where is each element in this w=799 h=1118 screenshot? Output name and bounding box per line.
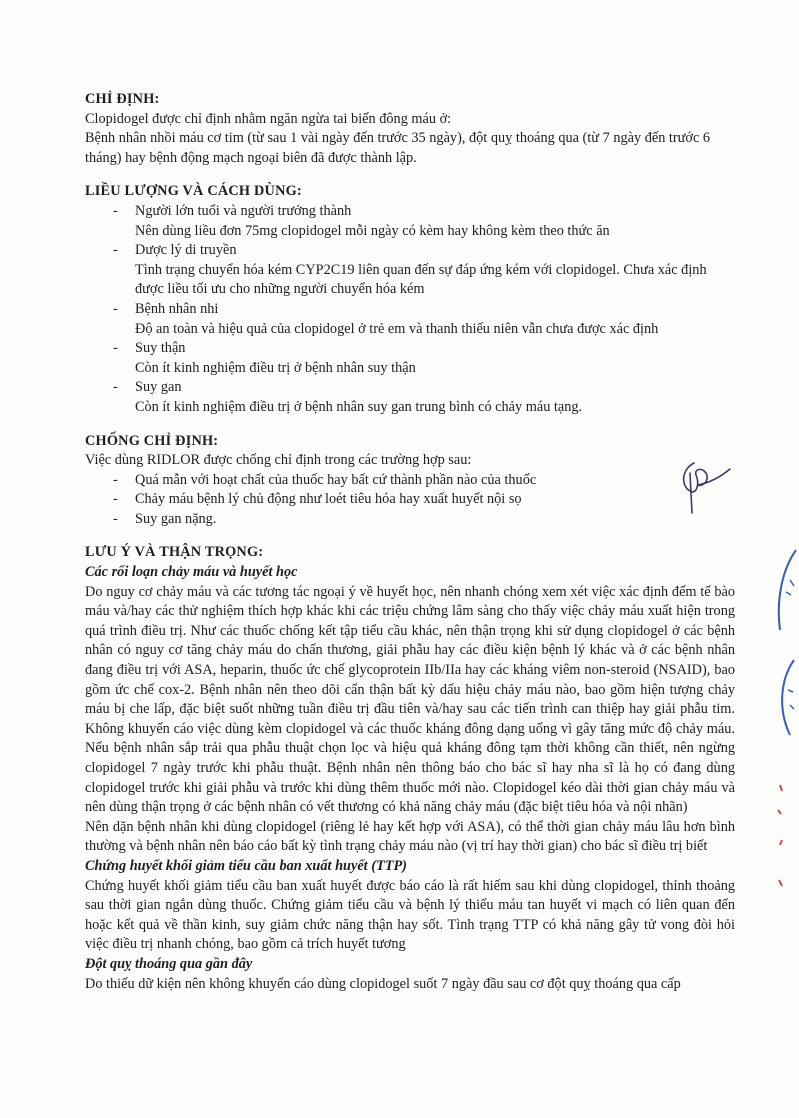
paragraph-bleeding: Do nguy cơ chảy máu và các tương tác ngoại ý về huyết học, nên nhanh chóng xem xét việc xác định đếm tế bào máu và/hay các thử nghiệm thích hợp khác khi các triệu chứng lâm sàng cho thấy việc chảy máu xuất hiện trong quá trình điều trị. Như các thuốc chống kết tập tiểu cầu khác, nên thận trọng khi sử dụng clopidogel ở các bệnh nhân có nguy cơ tăng chảy máu do chấn thương, giải phẫu hay các điều kiện bệnh lý khác và ở các bệnh nhân đang điều trị với ASA, heparin, thuốc ức chế glycoprotein IIb/IIa hay các kháng viêm non-steroid (NSAID), bao gồm ức chế cox-2. Bệnh nhân nên theo dõi cẩn thận bất kỳ dấu hiệu chảy máu nào, bao gồm hiện tượng chảy máu bị che lấp, đặc biệt suốt những tuần điều trị đầu tiên và/hay sau các tiến trình can thiệp hay giải phẫu tim. Không khuyến cáo việc dùng kèm clopidogel và các thuốc kháng đông dạng uống vì gây tăng mức độ chảy máu. Nếu bệnh nhân sắp trải qua phẫu thuật chọn lọc và hiệu quả kháng đông tạm thời không cần thiết, nên ngừng clopidogel 7 ngày trước khi phẫu thuật. Bệnh nhân nên thông báo cho bác sĩ hay nha sĩ là họ có đang dùng clopidogel trước khi giải phẫu và trước khi dùng thêm thuốc mới nào. Clopidogel kéo dài thời gian chảy máu và nên dùng thận trọng ở các bệnh nhân có vết thương có khả năng chảy máu (đặc biệt tiêu hóa và nội nhãn) (85, 583, 735, 816)
list-item (85, 241, 735, 300)
subheading-ttp: Chứng huyết khối giảm tiểu cầu ban xuất huyết (TTP) (85, 857, 407, 874)
dosage-item-text: Nên dùng liều đơn 75mg clopidogel mỗi ngày có kèm hay không kèm theo thức ăn (135, 222, 610, 239)
heading-precautions: LƯU Ý VÀ THẬN TRỌNG: (85, 544, 264, 561)
dosage-item-text: Còn ít kinh nghiệm điều trị ở bệnh nhân suy thận (135, 359, 416, 376)
document-page (85, 90, 735, 1008)
list-item (85, 300, 735, 339)
paragraph-ttp: Chứng huyết khối giảm tiểu cầu ban xuất huyết được báo cáo là rất hiếm sau khi dùng clopidogel, thỉnh thoảng sau thời gian ngắn dùng thuốc. Chứng giảm tiểu cầu và bệnh lý thiếu máu tan huyết vi mạch có liên quan đến hoặc kết quả về thần kinh, suy giảm chức năng thận hay sốt. Tình trạng TTP có khả năng gây tử vong đòi hỏi việc điều trị nhanh chóng, bao gồm cả trích huyết tương (85, 877, 735, 953)
list-item: - Quá mẫn với hoạt chất của thuốc hay bất cứ thành phần nào của thuốc (85, 471, 735, 491)
heading-contraindication: CHỐNG CHỈ ĐỊNH: (85, 432, 219, 449)
section-dosage (85, 182, 735, 417)
list-item: - Chảy máu bệnh lý chủ động như loét tiêu hóa hay xuất huyết nội sọ (85, 490, 735, 510)
paragraph-advice: Nên dặn bệnh nhân khi dùng clopidogel (riêng lẻ hay kết hợp với ASA), có thể thời gian chảy máu lâu hơn bình thường và bệnh nhân nên báo cáo bất kỳ tình trạng chảy máu nào (vị trí hay thời gian) cho bác sĩ điều trị biết (85, 818, 735, 855)
heading-dosage: LIỀU LƯỢNG VÀ CÁCH DÙNG: (85, 183, 302, 200)
dosage-item-title: - Dược lý di truyền (135, 242, 237, 259)
dosage-item-text: Còn ít kinh nghiệm điều trị ở bệnh nhân suy gan trung bình có chảy máu tạng. (135, 398, 583, 415)
list-item (85, 202, 735, 241)
contraindication-list (85, 471, 735, 530)
contraindication-intro: Việc dùng RIDLOR được chống chỉ định trong các trường hợp sau: (85, 452, 472, 469)
subheading-stroke: Đột quỵ thoáng qua gần đây (85, 955, 253, 972)
dosage-list (85, 202, 735, 418)
indication-line-1: Clopidogel được chỉ định nhằm ngăn ngừa tai biến đông máu ở: (85, 110, 452, 127)
section-precautions (85, 543, 735, 994)
paragraph-stroke: Do thiếu dữ kiện nên không khuyến cáo dùng clopidogel suốt 7 ngày đầu sau cơ đột quỵ thoáng qua cấp (85, 975, 681, 992)
dosage-item-title: - Suy thận (135, 340, 186, 357)
section-contraindication (85, 432, 735, 530)
dosage-item-title: - Người lớn tuổi và người trưởng thành (135, 202, 352, 219)
list-item: - Suy gan nặng. (85, 510, 735, 530)
list-item (85, 339, 735, 378)
stamp-mark (760, 540, 799, 740)
signature-mark (672, 455, 732, 515)
heading-indication: CHỈ ĐỊNH: (85, 91, 160, 107)
red-stamp-marks (770, 780, 790, 900)
dosage-item-title: - Bệnh nhân nhi (135, 300, 219, 317)
list-item (85, 378, 735, 417)
dosage-item-text: Độ an toàn và hiệu quả của clopidogel ở trẻ em và thanh thiếu niên vẫn chưa được xác định (135, 320, 659, 337)
dosage-item-title: - Suy gan (135, 379, 182, 396)
indication-line-2: Bệnh nhân nhồi máu cơ tim (từ sau 1 vài ngày đến trước 35 ngày), đột quỵ thoáng qua (từ 7 ngày đến trước 6 tháng) hay bệnh động mạch ngoại biên đã được thành lập. (85, 130, 711, 166)
dosage-item-text: Tình trạng chuyển hóa kém CYP2C19 liên quan đến sự đáp ứng kém với clopidogel. Chưa xác định được liều tối ưu cho những người chuyển hóa kém (135, 261, 707, 298)
subheading-bleeding: Các rối loạn chảy máu và huyết học (85, 564, 298, 581)
section-indication (85, 90, 735, 168)
